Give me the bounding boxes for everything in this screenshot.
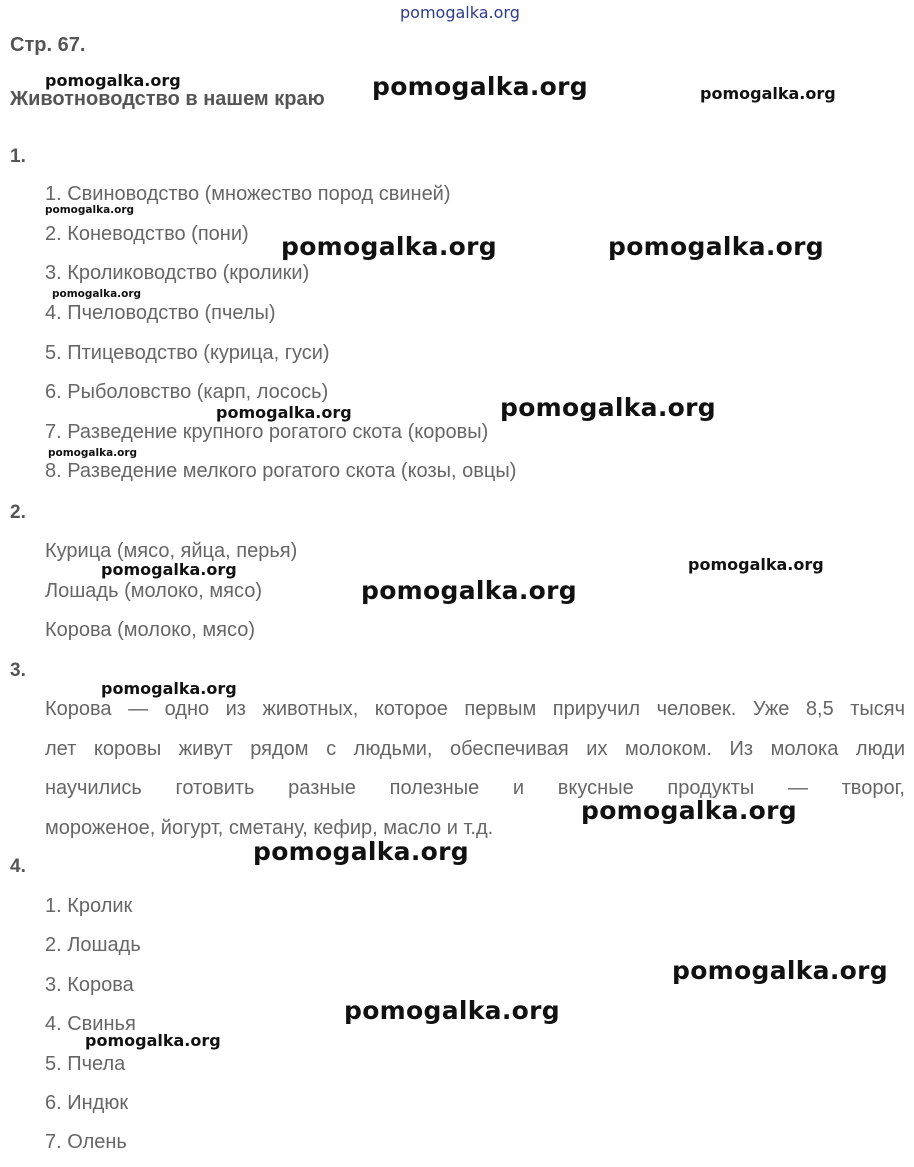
watermark: pomogalka.org [581,796,797,825]
watermark: pomogalka.org [608,232,824,261]
watermark: pomogalka.org [85,1031,221,1050]
paragraph-line: мороженое, йогурт, сметану, кефир, масло и т.д. [45,816,494,839]
list-item: Курица (мясо, яйца, перья) [45,540,298,562]
watermark: pomogalka.org [101,679,237,698]
watermark: pomogalka.org [372,72,588,101]
watermark: pomogalka.org [700,84,836,103]
list-item: 7. Разведение крупного рогатого скота (коровы) [45,421,489,443]
list-item: 3. Корова [45,974,134,996]
paragraph-line: лет коровы живут рядом с людьми, обеспечивая их молоком. Из молока люди [45,737,905,760]
section-3-number: 3. [10,660,26,681]
watermark: pomogalka.org [216,403,352,422]
watermark: pomogalka.org [48,447,138,459]
list-item: Корова (молоко, мясо) [45,619,256,641]
list-item: 2. Лошадь [45,934,141,956]
watermark: pomogalka.org [344,996,560,1025]
watermark: pomogalka.org [361,576,577,605]
watermark: pomogalka.org [281,232,497,261]
list-item: 7. Олень [45,1131,127,1153]
list-item: 3. Кролиководство (кролики) [45,262,310,284]
watermark: pomogalka.org [52,288,142,300]
list-item: 1. Кролик [45,895,133,917]
list-item: 6. Индюк [45,1092,129,1114]
paragraph-line: Корова — одно из животных, которое первым приручил человек. Уже 8,5 тысяч [45,698,905,720]
paragraph-line: научились готовить разные полезные и вкусные продукты — творог, [45,777,905,799]
watermark: pomogalka.org [45,204,135,216]
watermark: pomogalka.org [400,3,520,22]
list-item: 2. Коневодство (пони) [45,223,249,245]
section-1-number: 1. [10,146,26,167]
list-item: 4. Свинья [45,1013,136,1035]
list-item: 6. Рыболовство (карп, лосось) [45,381,329,403]
list-item: 8. Разведение мелкого рогатого скота (козы, овцы) [45,460,517,482]
watermark: pomogalka.org [672,956,888,985]
list-item: 1. Свиноводство (множество пород свиней) [45,183,451,205]
page-number: Стр. 67. [10,34,86,56]
watermark: pomogalka.org [500,393,716,422]
list-item: 5. Птицеводство (курица, гуси) [45,342,330,364]
section-4-number: 4. [10,856,26,877]
list-item: Лошадь (молоко, мясо) [45,580,262,602]
watermark: pomogalka.org [253,837,469,866]
list-item: 5. Пчела [45,1053,126,1075]
watermark: pomogalka.org [45,71,181,90]
page-title: Животноводство в нашем краю [10,88,325,110]
list-item: 4. Пчеловодство (пчелы) [45,302,276,324]
watermark: pomogalka.org [688,555,824,574]
section-2-number: 2. [10,502,26,523]
watermark: pomogalka.org [101,560,237,579]
